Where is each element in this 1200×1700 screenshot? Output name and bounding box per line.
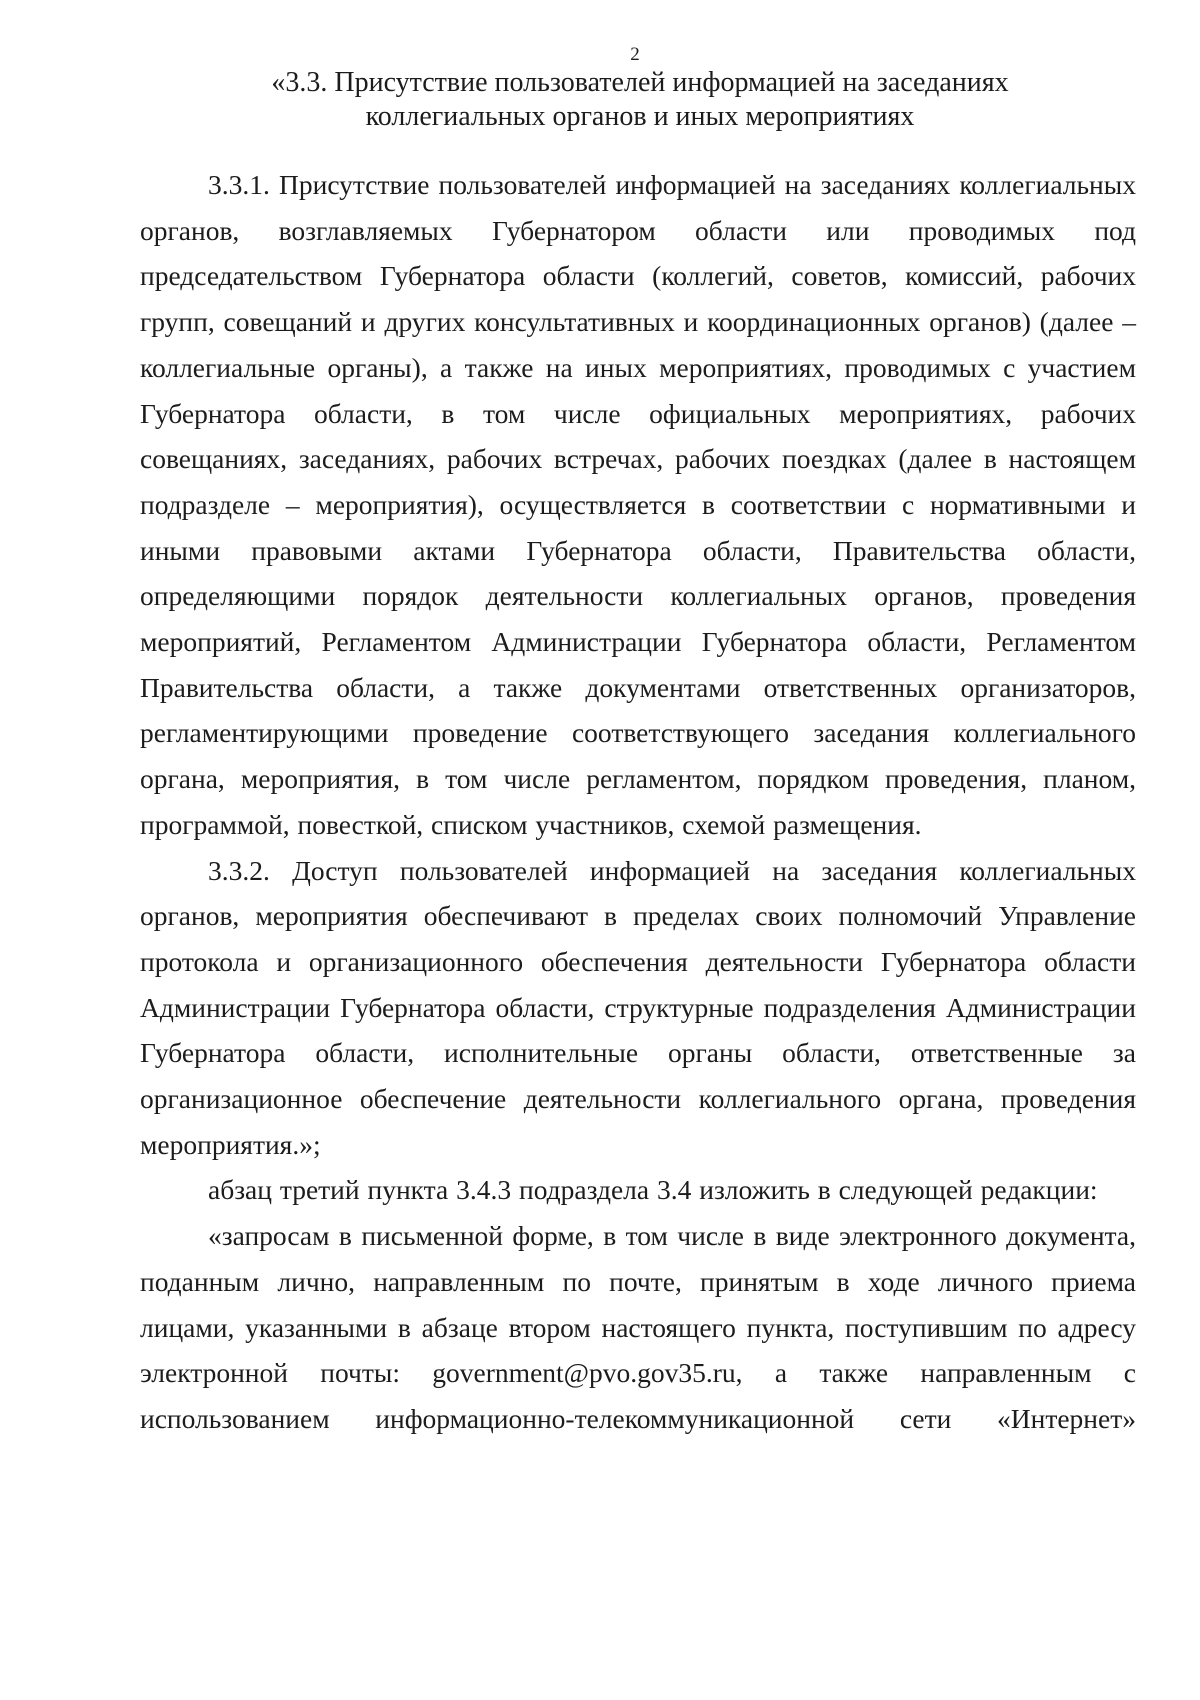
paragraph-3-3-1: 3.3.1. Присутствие пользователей информацией на заседаниях коллегиальных органов, возглавляемых Губернатором области или проводимых под председательством Губернатора области (коллегий, советов, комиссий, рабочих групп, совещаний и других консультативных и координационных органов) (далее – коллегиальные органы), а также на иных мероприятиях, проводимых с участием Губернатора области, в том числе официальных мероприятиях, рабочих совещаниях, заседаниях, рабочих встречах, рабочих поездках (далее в настоящем подразделе – мероприятия), осуществляется в соответствии с нормативными и иными правовыми актами Губернатора области, Правительства области, определяющими порядок деятельности коллегиальных органов, проведения мероприятий, Регламентом Администрации Губернатора области, Регламентом Правительства области, а также документами ответственных организаторов, регламентирующими проведение соответствующего заседания коллегиального органа, мероприятия, в том числе регламентом, порядком проведения, планом, программой, повесткой, списком участников, схемой размещения. (140, 169, 1136, 840)
paragraph-amendment-text: «запросам в письменной форме, в том числе в виде электронного документа, поданным лично, направленным по почте, принятым в ходе личного приема лицами, указанными в абзаце втором настоящего пункта, поступившим по адресу электронной почты: government@pvo.gov35.ru, а также направленным с использованием информационно-телекоммуникационной сети «Интернет» (140, 1220, 1136, 1434)
document-body (140, 162, 1136, 1442)
section-heading-line-2: коллегиальных органов и иных мероприятиях (365, 101, 915, 132)
section-heading (180, 66, 1100, 134)
section-heading-line-1: «3.3. Присутствие пользователей информацией на заседаниях (271, 67, 1009, 98)
paragraph-amendment-instruction: абзац третий пункта 3.4.3 подраздела 3.4 изложить в следующей редакции: (208, 1174, 1098, 1206)
paragraph-3-3-2: 3.3.2. Доступ пользователей информацией на заседания коллегиальных органов, мероприятия обеспечивают в пределах своих полномочий Управление протокола и организационного обеспечения деятельности Губернатора области Администрации Губернатора области, структурные подразделения Администрации Губернатора области, исполнительные органы области, ответственные за организационное обеспечение деятельности коллегиального органа, проведения мероприятия.»; (140, 854, 1136, 1160)
page-number: 2 (630, 44, 640, 65)
